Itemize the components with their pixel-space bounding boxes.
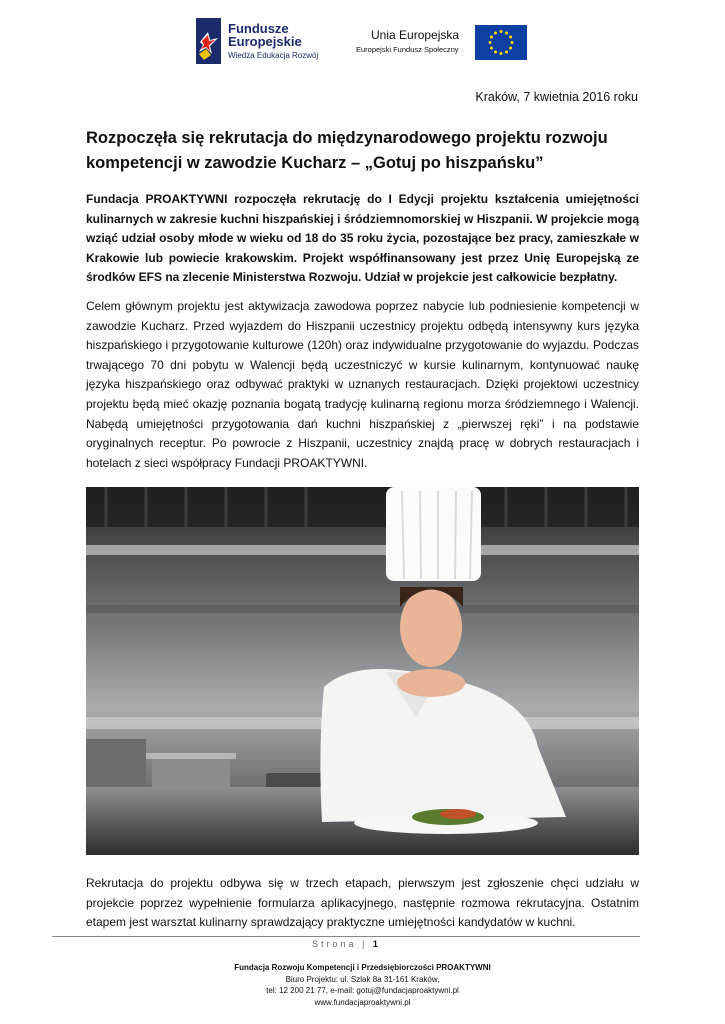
eu-star-icon (500, 52, 503, 55)
page-header (0, 0, 725, 80)
eu-star-icon (505, 51, 508, 54)
unia-europejska-logo (356, 24, 531, 64)
page-footer (0, 962, 725, 1008)
page-number-value: 1 (372, 939, 378, 949)
eu-star-icon (494, 31, 497, 34)
page-label: Strona (312, 939, 357, 949)
footer-contact: tel: 12 200 21 77, e-mail: gotuj@fundacjaproaktywni.pl (266, 986, 459, 995)
press-release-date: Kraków, 7 kwietnia 2016 roku (475, 90, 638, 104)
fe-logo-line1: Fundusze (228, 21, 289, 36)
fe-logo-title (228, 22, 302, 48)
page-title: Rozpoczęła się rekrutacja do międzynarodowego projektu rozwoju kompetencji w zawodzie Kucharz – „Gotuj po hiszpańsku” (86, 129, 608, 172)
eu-flag-icon (475, 25, 527, 60)
eu-star-icon (509, 36, 512, 39)
footer-address: Biuro Projektu: ul. Szlak 8a 31-161 Kraków, (285, 974, 440, 984)
eu-star-icon (494, 51, 497, 54)
fe-logo-line2: Europejskie (228, 34, 302, 49)
eu-star-icon (511, 41, 514, 44)
fe-star-icon (196, 18, 221, 64)
footer-divider (52, 936, 640, 937)
eu-star-icon (500, 30, 503, 33)
ue-logo-subtitle: Europejski Fundusz Społeczny (356, 45, 459, 54)
ue-logo-title: Unia Europejska (371, 28, 460, 42)
eu-star-icon (505, 31, 508, 34)
lead-paragraph: Fundacja PROAKTYWNI rozpoczęła rekrutację do I Edycji projektu kształcenia umiejętności kulinarnych w zakresie kuchni hiszpańskiej i śródziemnomorskiej w Hiszpanii. W projekcie mogą wziąć udział osoby młode w wieku od 18 do 35 roku życia, pozostające bez pracy, zamieszkałe w Krakowie lub powiecie krakowskim. Projekt współfinansowany jest przez Unię Europejską ze środków EFS na zlecenie Ministerstwa Rozwoju. Udział w projekcie jest całkowicie bezpłatny. (86, 192, 639, 284)
eu-star-icon (490, 47, 493, 50)
body-paragraph-1: Celem głównym projektu jest aktywizacja zawodowa poprzez nabycie lub podniesienie kompetencji w zawodzie Kucharz. Przed wyjazdem do Hiszpanii uczestnicy projektu odbędą intensywny kurs języka hiszpańskiego i przygotowanie kulturowe (120h) oraz indywidualne przygotowanie do wyjazdu. Podczas trwającego 70 dni pobytu w Walencji będą uczestniczyć w kursie kulinarnym, kontynuować naukę języka hiszpańskiego oraz odbywać praktyki w uznanych restauracjach. Dzięki projektowi uczestnicy projektu będą mieć okazję poznania bogatą tradycję kulinarną regionu morza śródziemnego i Walencji. Nabędą umiejętności przygotowania dań kuchni hiszpańskiej z „pierwszej ręki” i na podstawie oryginalnych receptur. Po powrocie z Hiszpanii, uczestnicy znajdą pracę w dobrych restauracjach i hotelach z sieci współpracy Fundacji PROAKTYWNI. (86, 299, 639, 470)
footer-org: Fundacja Rozwoju Kompetencji i Przedsiębiorczości PROAKTYWNI (234, 963, 491, 972)
eu-star-icon (489, 41, 492, 44)
fe-logo-subtitle: Wiedza Edukacja Rozwój (228, 51, 319, 60)
page-number: Strona | 1 (312, 939, 378, 949)
chef-photo (86, 487, 639, 855)
footer-web: www.fundacjaproaktywni.pl (314, 997, 411, 1007)
fundusze-europejskie-logo (196, 18, 356, 68)
eu-star-icon (490, 36, 493, 39)
body-paragraph-2: Rekrutacja do projektu odbywa się w trzech etapach, pierwszym jest zgłoszenie chęci udziału w projekcie poprzez wypełnienie formularza aplikacyjnego, następnie rozmowa rekrutacyjna. Ostatnim etapem jest warsztat kulinarny sprawdzający praktyczne umiejętności kandydatów w kuchni. (86, 876, 639, 929)
eu-star-icon (509, 47, 512, 50)
